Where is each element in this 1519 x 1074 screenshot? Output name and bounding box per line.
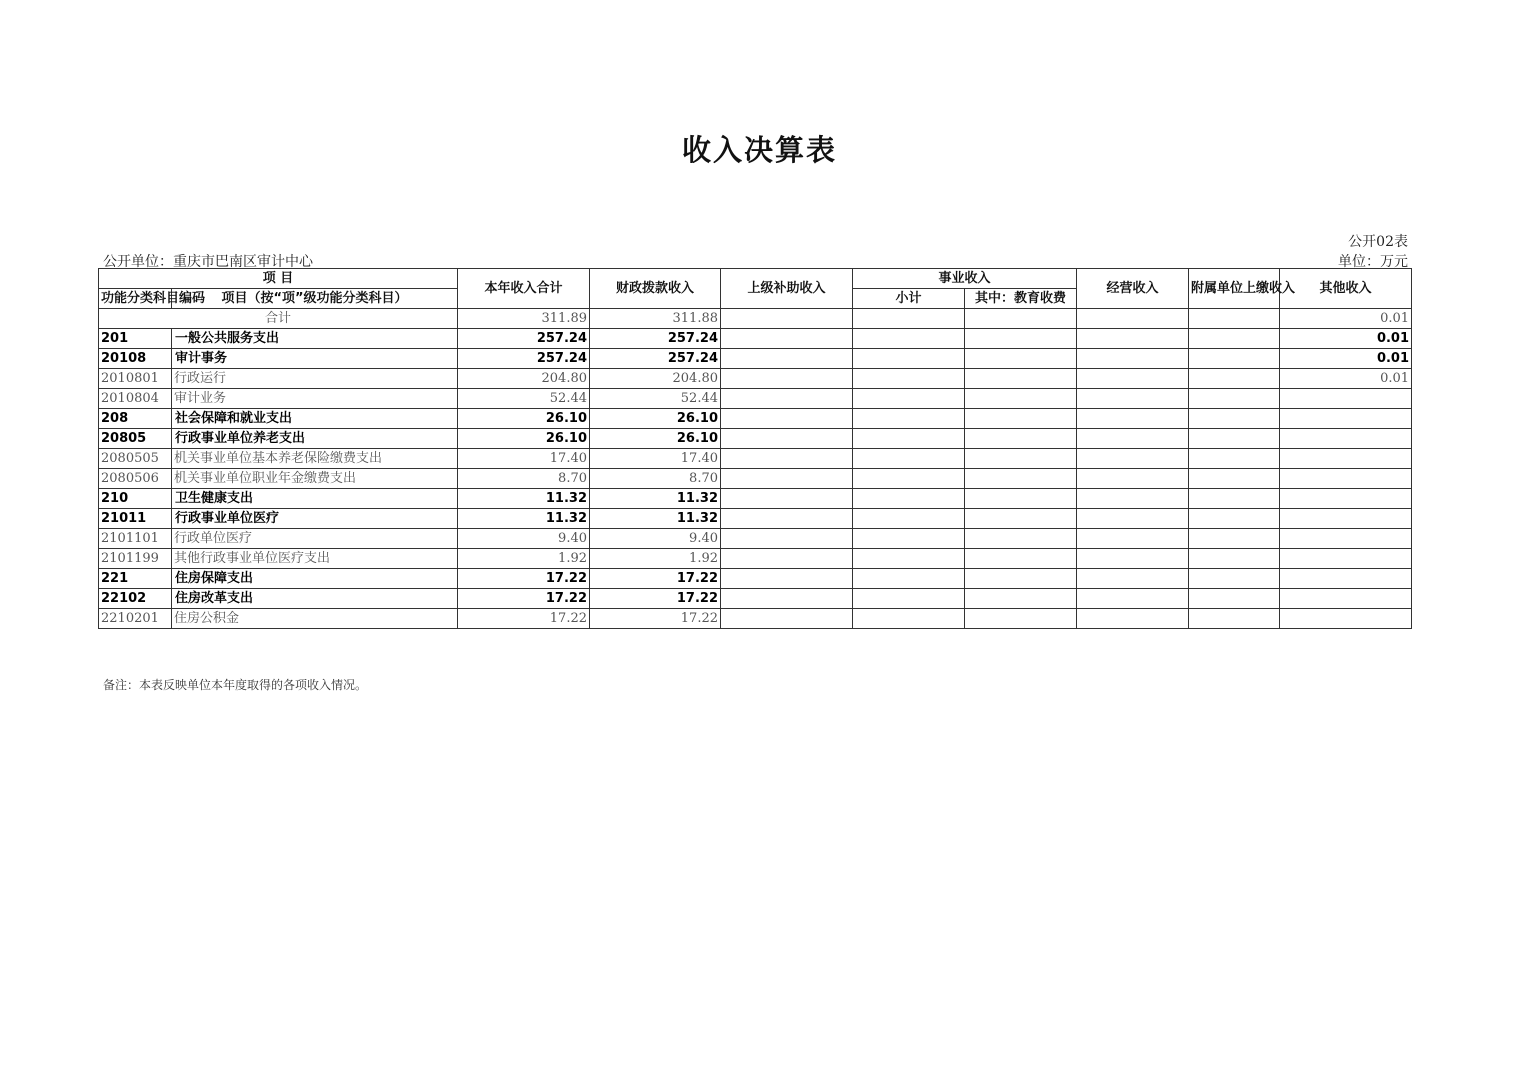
row-other — [1280, 389, 1412, 409]
row-other — [1280, 589, 1412, 609]
header-business: 事业收入 — [853, 269, 1077, 289]
row-name: 审计事务 — [172, 349, 458, 369]
row-business-subtotal — [853, 449, 965, 469]
footnote: 备注：本表反映单位本年度取得的各项收入情况。 — [103, 678, 368, 692]
row-code: 20108 — [99, 349, 172, 369]
row-fiscal: 17.22 — [590, 589, 721, 609]
row-affiliated — [1189, 409, 1280, 429]
row-code: 2101199 — [99, 549, 172, 569]
header-operating: 经营收入 — [1077, 269, 1189, 309]
row-superior — [721, 609, 853, 629]
row-code: 22102 — [99, 589, 172, 609]
row-operating — [1077, 609, 1189, 629]
row-code: 2210201 — [99, 609, 172, 629]
row-fiscal: 1.92 — [590, 549, 721, 569]
row-operating — [1077, 529, 1189, 549]
header-fiscal: 财政拨款收入 — [590, 269, 721, 309]
row-education — [965, 349, 1077, 369]
table-row — [99, 349, 1412, 369]
row-fiscal: 11.32 — [590, 489, 721, 509]
row-fiscal: 257.24 — [590, 349, 721, 369]
row-name: 社会保障和就业支出 — [172, 409, 458, 429]
row-superior — [721, 389, 853, 409]
row-name: 机关事业单位职业年金缴费支出 — [172, 469, 458, 489]
row-superior — [721, 369, 853, 389]
row-education — [965, 329, 1077, 349]
row-operating — [1077, 509, 1189, 529]
row-education — [965, 589, 1077, 609]
row-code: 2010804 — [99, 389, 172, 409]
header-superior: 上级补助收入 — [721, 269, 853, 309]
row-superior — [721, 469, 853, 489]
row-code: 201 — [99, 329, 172, 349]
row-business-subtotal — [853, 429, 965, 449]
row-other: 0.01 — [1280, 349, 1412, 369]
row-total: 17.22 — [458, 609, 590, 629]
row-other — [1280, 409, 1412, 429]
table-row — [99, 569, 1412, 589]
row-superior — [721, 329, 853, 349]
row-operating — [1077, 389, 1189, 409]
row-affiliated — [1189, 429, 1280, 449]
table-row — [99, 389, 1412, 409]
row-fiscal: 26.10 — [590, 429, 721, 449]
currency-unit: 单位：万元 — [1338, 254, 1408, 270]
total-row — [99, 309, 1412, 329]
row-other — [1280, 509, 1412, 529]
row-code: 221 — [99, 569, 172, 589]
row-other — [1280, 449, 1412, 469]
row-fiscal: 11.32 — [590, 509, 721, 529]
header-name: 项目（按“项”级功能分类科目） — [172, 289, 458, 309]
table-row — [99, 489, 1412, 509]
total-other: 0.01 — [1280, 309, 1412, 329]
row-business-subtotal — [853, 589, 965, 609]
row-affiliated — [1189, 389, 1280, 409]
row-education — [965, 449, 1077, 469]
row-education — [965, 569, 1077, 589]
table-row — [99, 329, 1412, 349]
header-other: 其他收入 — [1280, 269, 1412, 309]
total-label: 合计 — [99, 309, 458, 329]
row-education — [965, 469, 1077, 489]
table-row — [99, 369, 1412, 389]
row-affiliated — [1189, 529, 1280, 549]
row-name: 行政事业单位医疗 — [172, 509, 458, 529]
row-superior — [721, 349, 853, 369]
row-operating — [1077, 369, 1189, 389]
row-code: 2010801 — [99, 369, 172, 389]
row-total: 26.10 — [458, 429, 590, 449]
header-subtotal: 小计 — [853, 289, 965, 309]
header-project: 项 目 — [99, 269, 458, 289]
row-total: 8.70 — [458, 469, 590, 489]
row-affiliated — [1189, 549, 1280, 569]
table-row — [99, 409, 1412, 429]
row-fiscal: 52.44 — [590, 389, 721, 409]
row-total: 9.40 — [458, 529, 590, 549]
row-total: 17.40 — [458, 449, 590, 469]
row-education — [965, 389, 1077, 409]
row-fiscal: 17.22 — [590, 609, 721, 629]
row-name: 机关事业单位基本养老保险缴费支出 — [172, 449, 458, 469]
row-operating — [1077, 469, 1189, 489]
table-row — [99, 509, 1412, 529]
row-education — [965, 409, 1077, 429]
row-superior — [721, 409, 853, 429]
row-operating — [1077, 449, 1189, 469]
row-operating — [1077, 409, 1189, 429]
row-education — [965, 509, 1077, 529]
row-code: 208 — [99, 409, 172, 429]
row-affiliated — [1189, 509, 1280, 529]
row-operating — [1077, 589, 1189, 609]
row-education — [965, 369, 1077, 389]
row-code: 2080506 — [99, 469, 172, 489]
row-superior — [721, 529, 853, 549]
row-total: 52.44 — [458, 389, 590, 409]
row-total: 1.92 — [458, 549, 590, 569]
row-business-subtotal — [853, 569, 965, 589]
row-operating — [1077, 349, 1189, 369]
header-affiliated: 附属单位上缴收入 — [1189, 269, 1280, 309]
row-superior — [721, 489, 853, 509]
form-number: 公开02表 — [1348, 234, 1408, 250]
row-fiscal: 17.40 — [590, 449, 721, 469]
total-amount: 311.89 — [458, 309, 590, 329]
row-business-subtotal — [853, 329, 965, 349]
row-superior — [721, 549, 853, 569]
row-business-subtotal — [853, 389, 965, 409]
row-name: 住房保障支出 — [172, 569, 458, 589]
row-business-subtotal — [853, 369, 965, 389]
row-business-subtotal — [853, 609, 965, 629]
row-name: 行政单位医疗 — [172, 529, 458, 549]
row-total: 26.10 — [458, 409, 590, 429]
row-affiliated — [1189, 349, 1280, 369]
table-row — [99, 609, 1412, 629]
row-affiliated — [1189, 469, 1280, 489]
table-row — [99, 589, 1412, 609]
row-other — [1280, 609, 1412, 629]
row-operating — [1077, 429, 1189, 449]
row-other — [1280, 549, 1412, 569]
row-name: 住房改革支出 — [172, 589, 458, 609]
row-total: 11.32 — [458, 489, 590, 509]
row-total: 17.22 — [458, 589, 590, 609]
row-code: 2101101 — [99, 529, 172, 549]
row-affiliated — [1189, 329, 1280, 349]
row-total: 17.22 — [458, 569, 590, 589]
row-operating — [1077, 329, 1189, 349]
table-row — [99, 469, 1412, 489]
row-education — [965, 609, 1077, 629]
row-code: 210 — [99, 489, 172, 509]
row-fiscal: 17.22 — [590, 569, 721, 589]
row-total: 257.24 — [458, 329, 590, 349]
row-education — [965, 489, 1077, 509]
row-business-subtotal — [853, 549, 965, 569]
row-business-subtotal — [853, 489, 965, 509]
row-fiscal: 9.40 — [590, 529, 721, 549]
row-superior — [721, 509, 853, 529]
row-other — [1280, 489, 1412, 509]
row-education — [965, 529, 1077, 549]
page-title: 收入决算表 — [681, 133, 837, 167]
row-other — [1280, 429, 1412, 449]
row-total: 11.32 — [458, 509, 590, 529]
row-name: 卫生健康支出 — [172, 489, 458, 509]
row-other: 0.01 — [1280, 369, 1412, 389]
row-affiliated — [1189, 589, 1280, 609]
row-other — [1280, 529, 1412, 549]
row-superior — [721, 589, 853, 609]
row-fiscal: 8.70 — [590, 469, 721, 489]
table-row — [99, 529, 1412, 549]
row-superior — [721, 449, 853, 469]
row-name: 审计业务 — [172, 389, 458, 409]
row-name: 其他行政事业单位医疗支出 — [172, 549, 458, 569]
header-code: 功能分类科目编码 — [99, 289, 172, 309]
row-name: 行政运行 — [172, 369, 458, 389]
row-name: 住房公积金 — [172, 609, 458, 629]
row-affiliated — [1189, 609, 1280, 629]
row-affiliated — [1189, 489, 1280, 509]
row-business-subtotal — [853, 349, 965, 369]
row-other: 0.01 — [1280, 329, 1412, 349]
row-business-subtotal — [853, 509, 965, 529]
row-education — [965, 549, 1077, 569]
row-affiliated — [1189, 569, 1280, 589]
header-education: 其中：教育收费 — [965, 289, 1077, 309]
row-business-subtotal — [853, 529, 965, 549]
total-fiscal: 311.88 — [590, 309, 721, 329]
table-row — [99, 549, 1412, 569]
row-other — [1280, 569, 1412, 589]
row-operating — [1077, 569, 1189, 589]
row-name: 一般公共服务支出 — [172, 329, 458, 349]
row-operating — [1077, 549, 1189, 569]
row-other — [1280, 469, 1412, 489]
row-business-subtotal — [853, 409, 965, 429]
row-superior — [721, 569, 853, 589]
row-name: 行政事业单位养老支出 — [172, 429, 458, 449]
row-total: 204.80 — [458, 369, 590, 389]
row-fiscal: 26.10 — [590, 409, 721, 429]
row-affiliated — [1189, 449, 1280, 469]
row-code: 21011 — [99, 509, 172, 529]
row-total: 257.24 — [458, 349, 590, 369]
row-education — [965, 429, 1077, 449]
reporting-unit: 公开单位：重庆市巴南区审计中心 — [103, 254, 313, 270]
row-business-subtotal — [853, 469, 965, 489]
row-fiscal: 204.80 — [590, 369, 721, 389]
row-code: 2080505 — [99, 449, 172, 469]
row-fiscal: 257.24 — [590, 329, 721, 349]
table-row — [99, 449, 1412, 469]
row-code: 20805 — [99, 429, 172, 449]
header-total: 本年收入合计 — [458, 269, 590, 309]
row-operating — [1077, 489, 1189, 509]
table-row — [99, 429, 1412, 449]
income-table — [98, 268, 1412, 629]
row-superior — [721, 429, 853, 449]
row-affiliated — [1189, 369, 1280, 389]
